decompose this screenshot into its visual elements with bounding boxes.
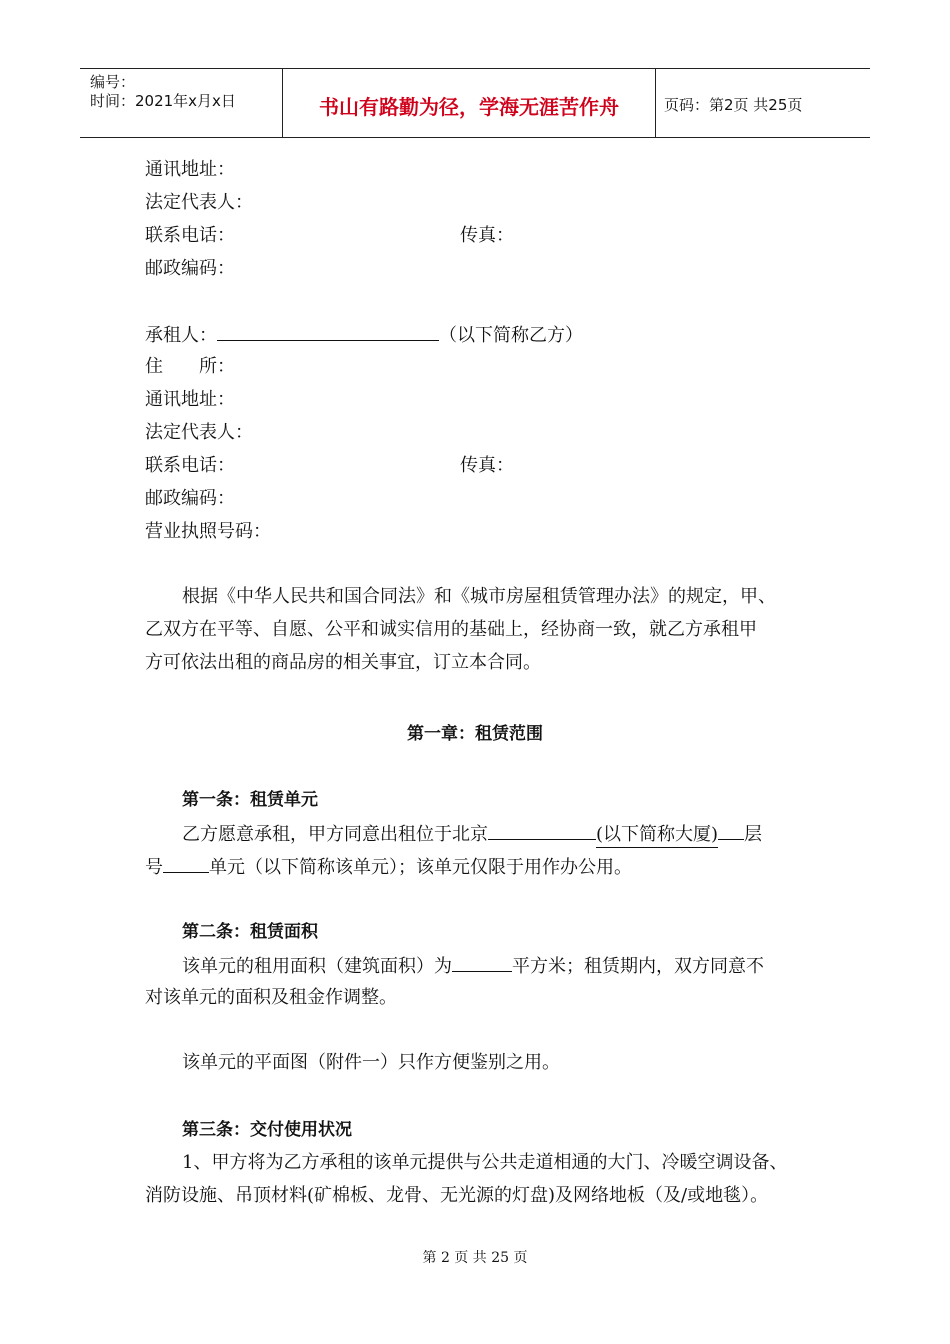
unit-number-blank — [163, 854, 209, 873]
document-number-label: 编号： — [90, 73, 136, 91]
preamble-line-3: 方可依法出租的商品房的相关事宜，订立本合同。 — [145, 652, 541, 673]
article-3-line-1: 1、甲方将为乙方承租的该单元提供与公共走道相通的大门、冷暖空调设备、 — [182, 1152, 788, 1173]
preamble-line-2: 乙双方在平等、自愿、公平和诚实信用的基础上，经协商一致，就乙方承租甲 — [145, 619, 757, 640]
article-2-text-b: 平方米；租赁期内，双方同意不 — [512, 956, 764, 977]
party-a-legal-rep: 法定代表人： — [145, 192, 253, 213]
page-footer: 第 2 页 共 25 页 — [422, 1250, 528, 1266]
party-b-fax: 传真： — [460, 455, 514, 476]
party-b-residence: 住 所： — [145, 356, 235, 377]
article-2-text-a: 该单元的租用面积（建筑面积）为 — [182, 956, 452, 977]
party-b-license: 营业执照号码： — [145, 521, 271, 542]
party-a-phone: 联系电话： — [145, 225, 235, 246]
article-1-title: 第一条：租赁单元 — [182, 790, 318, 810]
article-3-title: 第三条：交付使用状况 — [182, 1120, 352, 1140]
preamble-line-1: 根据《中华人民共和国合同法》和《城市房屋租赁管理办法》的规定，甲、 — [182, 586, 776, 607]
lessee-blank — [217, 322, 439, 341]
building-abbrev: (以下简称大厦) — [596, 823, 718, 848]
header-left-cell — [80, 69, 282, 137]
page-header — [80, 68, 870, 138]
article-1-text-b: 单元（以下简称该单元）；该单元仅限于用作办公用。 — [209, 857, 632, 878]
article-2-line-1 — [182, 953, 764, 979]
party-b-phone: 联系电话： — [145, 455, 235, 476]
party-b-address: 通讯地址： — [145, 389, 235, 410]
article-2-title: 第二条：租赁面积 — [182, 922, 318, 942]
location-blank — [488, 821, 596, 840]
party-a-address: 通讯地址： — [145, 159, 235, 180]
header-page-info: 页码：第2页 共25页 — [664, 96, 803, 114]
article-1-line-1 — [182, 821, 762, 848]
article-2-line-2: 对该单元的面积及租金作调整。 — [145, 987, 397, 1008]
article-1-floor-label: 层 — [744, 824, 763, 845]
article-1-line-2 — [145, 854, 632, 880]
header-motto-cell — [282, 69, 656, 137]
lessee-label: 承租人： — [145, 325, 217, 346]
document-time-label: 时间：2021年x月x日 — [90, 92, 236, 110]
party-a-postcode: 邮政编码： — [145, 258, 235, 279]
header-right-cell — [654, 69, 870, 137]
party-b-legal-rep: 法定代表人： — [145, 422, 253, 443]
lessee-line — [145, 322, 583, 348]
lessee-suffix: （以下简称乙方） — [439, 325, 583, 346]
article-3-line-2: 消防设施、吊顶材料(矿棉板、龙骨、无光源的灯盘)及网络地板（及/或地毯）。 — [145, 1185, 769, 1206]
chapter-title: 第一章：租赁范围 — [407, 724, 543, 744]
floor-blank — [718, 821, 744, 840]
header-motto: 书山有路勤为径，学海无涯苦作舟 — [319, 95, 619, 119]
article-2-line-3: 该单元的平面图（附件一）只作方便鉴别之用。 — [182, 1052, 560, 1073]
area-blank — [452, 953, 512, 972]
article-1-text-a: 乙方愿意承租，甲方同意出租位于北京 — [182, 824, 488, 845]
party-b-postcode: 邮政编码： — [145, 488, 235, 509]
article-1-number-label: 号 — [145, 857, 163, 878]
party-a-fax: 传真： — [460, 225, 514, 246]
